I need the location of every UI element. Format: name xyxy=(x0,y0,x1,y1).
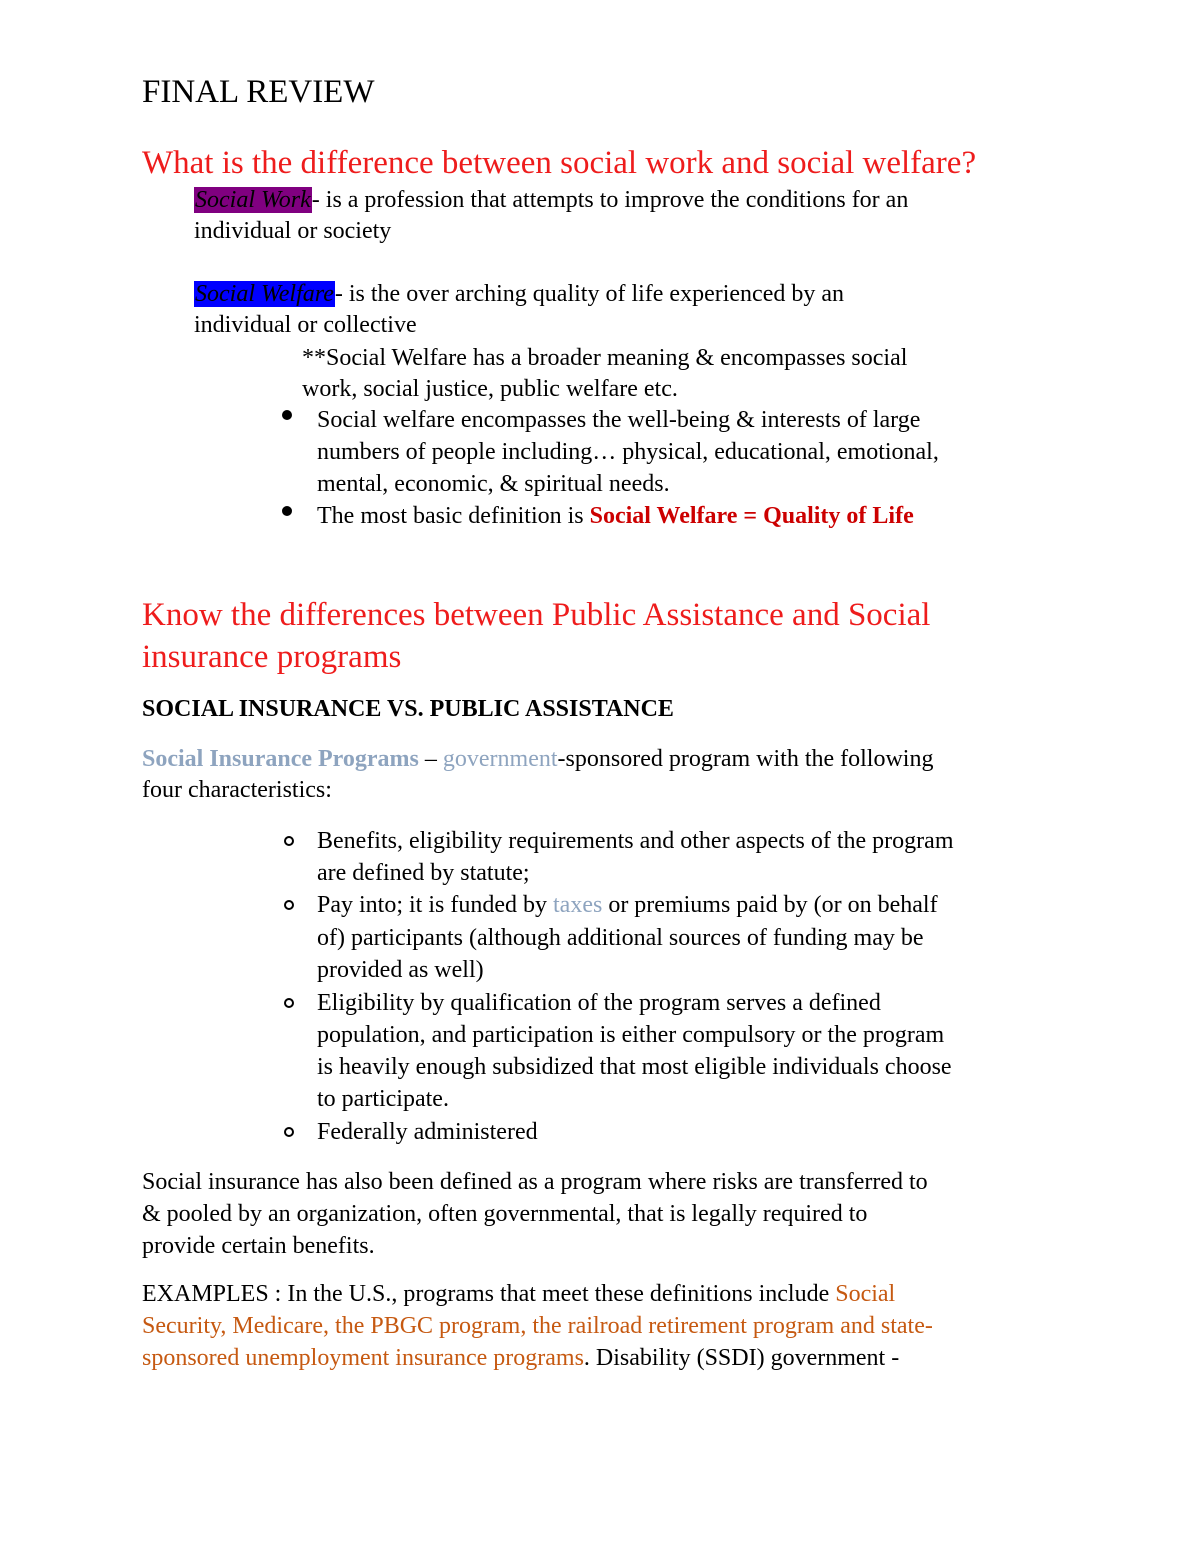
bullet2 xyxy=(317,500,914,532)
char2-line1-b: or premiums paid by (or on behalf xyxy=(602,892,938,918)
section2-subheading: SOCIAL INSURANCE VS. PUBLIC ASSISTANCE xyxy=(142,696,674,722)
section2-heading-line1: Know the differences between Public Assistance and Social xyxy=(142,597,931,633)
social-welfare-definition xyxy=(194,278,844,310)
char1-line1: Benefits, eligibility requirements and other aspects of the program xyxy=(317,828,954,854)
bullet-circle-icon xyxy=(284,900,294,910)
bullet-dot-icon xyxy=(282,506,292,516)
para-line2: & pooled by an organization, often governmental, that is legally required to xyxy=(142,1201,868,1227)
social-insurance-term: Social Insurance Programs xyxy=(142,746,419,772)
intro-rest: -sponsored program with the following xyxy=(557,746,934,772)
bullet1-line2: numbers of people including… physical, educational, emotional, xyxy=(317,439,939,465)
section1-heading: What is the difference between social work and social welfare? xyxy=(142,145,977,181)
bullet-circle-icon xyxy=(284,998,294,1008)
social-welfare-def-line2: individual or collective xyxy=(194,312,417,338)
social-work-def-line1: - is a profession that attempts to improve the conditions for an xyxy=(311,187,909,213)
char1-line2: are defined by statute; xyxy=(317,860,530,886)
social-welfare-term: Social Welfare xyxy=(195,281,334,307)
para-line3: provide certain benefits. xyxy=(142,1233,375,1259)
document-title: FINAL REVIEW xyxy=(142,74,375,110)
social-work-def-line2: individual or society xyxy=(194,218,392,244)
para-line1: Social insurance has also been defined as a program where risks are transferred to xyxy=(142,1169,928,1195)
char3-line2: population, and participation is either compulsory or the program xyxy=(317,1022,945,1048)
bullet1-line3: mental, economic, & spiritual needs. xyxy=(317,471,670,497)
examples-line3 xyxy=(142,1342,899,1374)
char2-line2: of) participants (although additional sources of funding may be xyxy=(317,925,924,951)
social-insurance-intro xyxy=(142,743,933,775)
bullet2-emphasis: Social Welfare = Quality of Life xyxy=(589,503,914,529)
examples-prefix: EXAMPLES : In the U.S., programs that meet these definitions include xyxy=(142,1281,836,1307)
char2-line3: provided as well) xyxy=(317,957,484,983)
social-welfare-def-line1: - is the over arching quality of life experienced by an xyxy=(334,281,845,307)
section2-heading-line2: insurance programs xyxy=(142,639,402,675)
examples-orange3: sponsored unemployment insurance programs xyxy=(142,1345,584,1371)
note-line1: **Social Welfare has a broader meaning & encompasses social xyxy=(302,345,908,371)
social-work-term: Social Work xyxy=(195,187,311,213)
intro-dash: – xyxy=(418,746,443,772)
bullet-dot-icon xyxy=(282,410,292,420)
char3-line3: is heavily enough subsidized that most eligible individuals choose xyxy=(317,1054,952,1080)
examples-suffix: . Disability (SSDI) government - xyxy=(583,1345,900,1371)
social-work-definition xyxy=(194,184,908,216)
char2-line1 xyxy=(317,889,938,921)
bullet-circle-icon xyxy=(284,836,294,846)
examples-orange1: Social xyxy=(835,1281,896,1307)
taxes-link[interactable]: taxes xyxy=(553,892,603,918)
government-link[interactable]: government xyxy=(442,746,558,772)
bullet2-prefix: The most basic definition is xyxy=(317,503,590,529)
char2-line1-a: Pay into; it is funded by xyxy=(317,892,553,918)
bullet-circle-icon xyxy=(284,1127,294,1137)
examples-line1 xyxy=(142,1278,895,1310)
intro-line2: four characteristics: xyxy=(142,777,332,803)
char3-line4: to participate. xyxy=(317,1086,449,1112)
examples-line2: Security, Medicare, the PBGC program, the railroad retirement program and state- xyxy=(142,1313,933,1339)
bullet1-line1: Social welfare encompasses the well-being & interests of large xyxy=(317,407,921,433)
char4-line1: Federally administered xyxy=(317,1119,538,1145)
char3-line1: Eligibility by qualification of the program serves a defined xyxy=(317,990,881,1016)
note-line2: work, social justice, public welfare etc. xyxy=(302,376,678,402)
